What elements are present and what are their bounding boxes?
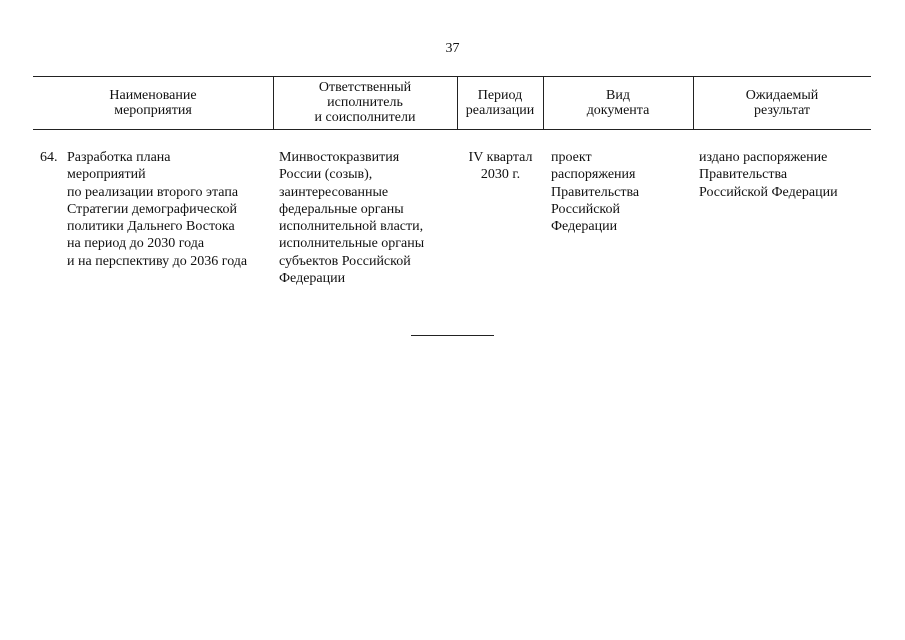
event-name-cell: Разработка плана мероприятий по реализации второго этапа Стратегии демографической политики Дальнего Востока на период до 2030 года и на перспективу до 2036 года [67,150,248,269]
table-header-bottom-rule [33,129,871,130]
expected-result-cell: издано распоряжение Правительства Российской Федерации [699,150,838,200]
row-number: 64. [40,150,58,165]
header-event-name: Наименование мероприятия [109,87,197,118]
end-of-document-line [411,335,494,336]
executor-cell: Минвостокразвития России (созыв), заинтересованные федеральные органы исполнительной власти, исполнительные органы субъектов Российской Федерации [279,150,425,287]
header-expected-result: Ожидаемый результат [745,87,819,118]
period-cell: IV квартал 2030 г. [468,150,533,183]
page-number: 37 [445,41,460,56]
header-document-type: Вид документа [586,87,650,118]
document-type-cell: проект распоряжения Правительства Российской Федерации [551,150,640,235]
header-period: Период реализации [465,87,535,118]
header-executor: Ответственный исполнитель и соисполнители [314,80,416,125]
